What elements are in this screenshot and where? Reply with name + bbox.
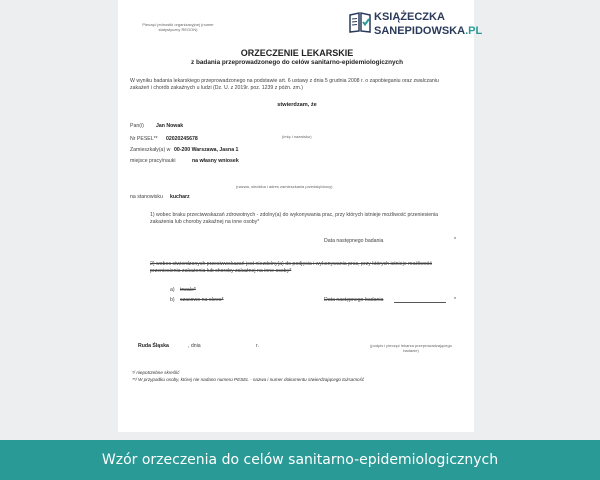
logo-line-1: KSIĄŻECZKA (374, 11, 445, 23)
logo-suffix: .PL (465, 25, 483, 37)
caption-text: Wzór orzeczenia do celów sanitarno-epidemiologicznych (101, 452, 499, 468)
city-value: Ruda Śląska (138, 343, 169, 349)
site-logo[interactable] (374, 10, 482, 38)
pan-label: Pan(i) (130, 123, 144, 129)
dnia-label: , dnia (188, 343, 201, 349)
next-exam-date-label: Data następnego badania (324, 238, 384, 244)
option-b-label: b) (170, 297, 175, 303)
document-title: ORZECZENIE LEKARSKIE (240, 48, 354, 58)
option-a-label: a) (170, 287, 175, 293)
workplace-value: na własny wniosek (192, 158, 239, 164)
pan-hint: (imię i nazwisko) (282, 134, 312, 139)
address-label: Zamieszkały(a) w (130, 147, 171, 153)
footnote-1: */ niepotrzebne skreślić (132, 370, 180, 375)
open-book-logo-icon (348, 10, 372, 34)
asterisk-mark-2: * (454, 297, 457, 303)
date-line (394, 302, 446, 303)
logo-line-2: SANEPIDOWSKA (374, 25, 466, 37)
position-value: kucharz (170, 194, 190, 200)
document-page (118, 0, 474, 432)
workplace-hint: (nazwa, siedziba i adres zamieszkania przedsiębiorcy) (236, 184, 333, 189)
workplace-label: miejsce pracy/nauki (130, 158, 176, 164)
document-subtitle: z badania przeprowadzonego do celów sanitarno-epidemiologicznych (191, 59, 403, 66)
pesel-label: Nr PESEL** (130, 136, 158, 142)
stamp-text: Pieczęć jednostki organizacyjnej (numer statystyczny REGON) (142, 22, 214, 32)
option-b-text: czasowo na okres* (180, 297, 224, 303)
asterisk-mark: * (454, 237, 457, 243)
item-2-text: 2) wobec stwierdzonych przeciwwskazań jest niezdolny(a) do podjęcia i wykonywania prac, przy których istnieje możliwość przeniesienia zakażenia lub choroby zakaźnej na inne osoby* (150, 261, 432, 274)
pesel-value: 02020245678 (166, 136, 198, 142)
next-exam-date-label-2: Data następnego badania (324, 297, 384, 303)
year-suffix: r. (256, 343, 259, 349)
caption-bar (0, 440, 600, 480)
signature-hint: (podpis i pieczęć lekarza przeprowadzającego badanie) (370, 343, 452, 353)
pan-value: Jan Nowak (156, 123, 184, 129)
stwierdzam-text: stwierdzam, że (277, 102, 317, 108)
option-a-text: trwale* (180, 287, 196, 293)
position-label: na stanowisku (130, 194, 163, 200)
address-value: 00-200 Warszawa, Jasna 1 (174, 147, 239, 153)
item-1-text: 1) wobec braku przeciwwskazań zdrowotnych - zdolny(a) do wykonywania prac, przy których istnieje możliwość przeniesienia zakażenia lub choroby zakaźnej na inne osoby* (150, 212, 439, 225)
intro-paragraph: W wyniku badania lekarskiego przeprowadzonego na podstawie art. 6 ustawy z dnia 5 grudnia 2008 r. o zapobieganiu oraz zwalczaniu zakażeń i chorób zakaźnych u ludzi (Dz. U. z 2019r. poz. 1239 z późn. zm.) (130, 78, 439, 91)
footnote-2: **/ W przypadku osoby, której nie nadano numeru PESEL - nazwa i numer dokumentu stwierdzającego tożsamość (132, 377, 365, 382)
